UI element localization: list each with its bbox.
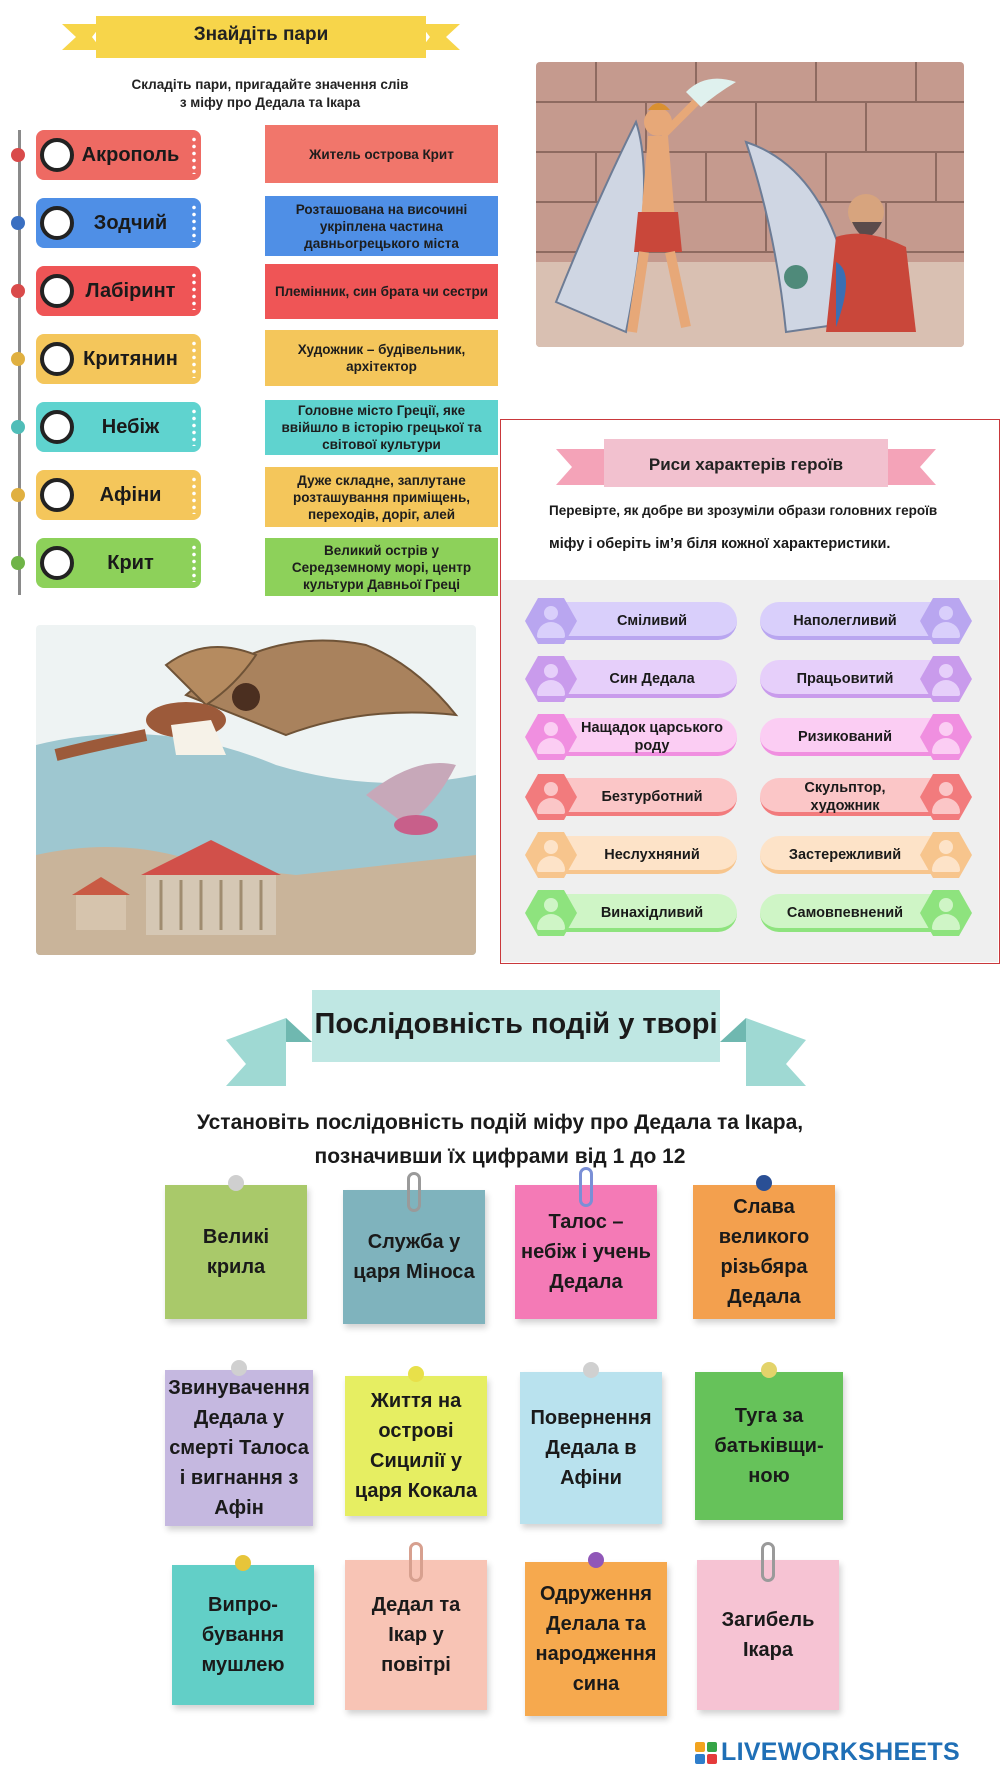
- liveworksheets-logo: [695, 1738, 960, 1767]
- instruction-line: з міфу про Дедала та Ікара: [179, 95, 361, 110]
- event-sticky-note[interactable]: Одруження Делала та народження сина: [525, 1562, 667, 1716]
- paper-clip-icon: [761, 1542, 775, 1582]
- trait-option[interactable]: [757, 598, 972, 644]
- timeline-dot: [11, 420, 25, 434]
- word-card[interactable]: [36, 198, 201, 248]
- match-circle-icon[interactable]: [40, 274, 74, 308]
- sequence-title: Послідовність подій у творі: [314, 1008, 718, 1040]
- match-circle-icon[interactable]: [40, 138, 74, 172]
- trait-option[interactable]: [757, 656, 972, 702]
- push-pin-icon: [235, 1555, 251, 1571]
- event-sticky-note[interactable]: Великі крила: [165, 1185, 307, 1319]
- event-sticky-note[interactable]: Талос – небіж і учень Дедала: [515, 1185, 657, 1319]
- paper-clip-icon: [407, 1172, 421, 1212]
- trait-option[interactable]: [525, 774, 740, 820]
- connector-dots-icon[interactable]: [191, 544, 197, 582]
- event-sticky-note[interactable]: Повернення Дедала в Афіни: [520, 1372, 662, 1524]
- paper-clip-icon: [409, 1542, 423, 1582]
- trait-option[interactable]: [757, 832, 972, 878]
- match-circle-icon[interactable]: [40, 546, 74, 580]
- connector-dots-icon[interactable]: [191, 136, 197, 174]
- traits-instruction-line1: Перевірте, як добре ви зрозуміли образи головних героїв: [549, 503, 938, 518]
- event-sticky-note[interactable]: Служба у царя Міноса: [343, 1190, 485, 1324]
- definition-card[interactable]: Дуже складне, заплутане розташування приміщень, переходів, доріг, алей: [265, 467, 498, 527]
- find-pairs-instruction: [70, 76, 470, 112]
- definition-card[interactable]: Великий острів у Середземному морі, центр культури Давньої Греці: [265, 538, 498, 596]
- paper-clip-icon: [579, 1167, 593, 1207]
- trait-label: Винахідливий: [600, 905, 704, 921]
- push-pin-icon: [408, 1366, 424, 1382]
- trait-label: Наполегливий: [793, 613, 897, 629]
- trait-label: Скульптор, художник: [804, 780, 886, 814]
- word-label: Лабіринт: [85, 279, 176, 302]
- trait-label: Неслухняний: [604, 847, 700, 863]
- word-card[interactable]: [36, 130, 201, 180]
- push-pin-icon: [588, 1552, 604, 1568]
- event-sticky-note[interactable]: Випро-бування мушлею: [172, 1565, 314, 1705]
- trait-label: Ризикований: [797, 729, 892, 745]
- event-sticky-note[interactable]: Загибель Ікара: [697, 1560, 839, 1710]
- match-circle-icon[interactable]: [40, 206, 74, 240]
- event-sticky-note[interactable]: Туга за батьківщи-ною: [695, 1372, 843, 1520]
- word-card[interactable]: [36, 266, 201, 316]
- word-label: Зодчий: [93, 211, 168, 234]
- trait-label: Безтурботний: [601, 789, 703, 805]
- connector-dots-icon[interactable]: [191, 204, 197, 242]
- word-label: Критянин: [83, 347, 178, 370]
- trait-label: Застережливий: [788, 847, 902, 863]
- trait-option[interactable]: [525, 656, 740, 702]
- definition-card[interactable]: Житель острова Крит: [265, 125, 498, 183]
- daedalus-workshop-illustration: [536, 62, 964, 347]
- trait-label: Син Дедала: [609, 671, 695, 687]
- push-pin-icon: [756, 1175, 772, 1191]
- connector-dots-icon[interactable]: [191, 340, 197, 378]
- trait-option[interactable]: [525, 890, 740, 936]
- match-circle-icon[interactable]: [40, 342, 74, 376]
- trait-option[interactable]: [525, 598, 740, 644]
- trait-label: Працьовитий: [796, 671, 894, 687]
- trait-label: Сміливий: [616, 613, 688, 629]
- definition-card[interactable]: Розташована на височині укріплена частина давньогрецького міста: [265, 196, 498, 256]
- find-pairs-title: Знайдіть пари: [193, 24, 329, 45]
- word-card[interactable]: [36, 334, 201, 384]
- timeline-dot: [11, 488, 25, 502]
- trait-option[interactable]: [757, 890, 972, 936]
- word-label: Афіни: [99, 483, 162, 506]
- instruction-line: позначивши їх цифрами від 1 до 12: [314, 1145, 686, 1168]
- word-label: Акрополь: [81, 143, 180, 166]
- icarus-flight-illustration: [36, 625, 476, 955]
- instruction-line: Установіть послідовність подій міфу про Дедала та Ікара,: [196, 1111, 804, 1134]
- match-circle-icon[interactable]: [40, 478, 74, 512]
- sequence-instruction: [120, 1106, 880, 1174]
- event-sticky-note[interactable]: Звинувачення Дедала у смерті Талоса і вигнання з Афін: [165, 1370, 313, 1526]
- word-card[interactable]: [36, 402, 201, 452]
- trait-option[interactable]: [525, 832, 740, 878]
- event-sticky-note[interactable]: Дедал та Ікар у повітрі: [345, 1560, 487, 1710]
- timeline-dot: [11, 216, 25, 230]
- find-pairs-ribbon: [62, 12, 460, 62]
- word-card[interactable]: [36, 538, 201, 588]
- connector-dots-icon[interactable]: [191, 476, 197, 514]
- trait-label: Нащадок царського роду: [581, 720, 723, 754]
- word-card[interactable]: [36, 470, 201, 520]
- word-label: Крит: [107, 551, 154, 574]
- timeline-dot: [11, 556, 25, 570]
- definition-card[interactable]: Художник – будівельник, архітектор: [265, 330, 498, 386]
- timeline-dot: [11, 352, 25, 366]
- push-pin-icon: [228, 1175, 244, 1191]
- definition-card[interactable]: Головне місто Греції, яке ввійшло в історію грецької та світової культури: [265, 400, 498, 455]
- timeline-dot: [11, 284, 25, 298]
- word-label: Небіж: [101, 415, 160, 438]
- timeline-dot: [11, 148, 25, 162]
- event-sticky-note[interactable]: Слава великого різьбяра Дедала: [693, 1185, 835, 1319]
- logo-mark-icon: [695, 1742, 717, 1764]
- trait-label: Самовпевнений: [786, 905, 904, 921]
- event-sticky-note[interactable]: Життя на острові Сицилії у царя Кокала: [345, 1376, 487, 1516]
- traits-title: Риси характерів героїв: [648, 455, 844, 474]
- match-circle-icon[interactable]: [40, 410, 74, 444]
- trait-option[interactable]: [757, 714, 972, 760]
- trait-option[interactable]: [525, 714, 740, 760]
- definition-card[interactable]: Племінник, син брата чи сестри: [265, 264, 498, 319]
- instruction-line: Складіть пари, пригадайте значення слів: [131, 77, 409, 92]
- push-pin-icon: [583, 1362, 599, 1378]
- brand-name: LIVEWORKSHEETS: [721, 1738, 960, 1766]
- trait-option[interactable]: [757, 774, 972, 820]
- connector-dots-icon[interactable]: [191, 408, 197, 446]
- sequence-ribbon: [226, 982, 806, 1090]
- traits-instruction-line2: міфу і оберіть ім’я біля кожної характеристики.: [549, 536, 891, 552]
- connector-dots-icon[interactable]: [191, 272, 197, 310]
- traits-ribbon: [556, 435, 936, 497]
- push-pin-icon: [761, 1362, 777, 1378]
- push-pin-icon: [231, 1360, 247, 1376]
